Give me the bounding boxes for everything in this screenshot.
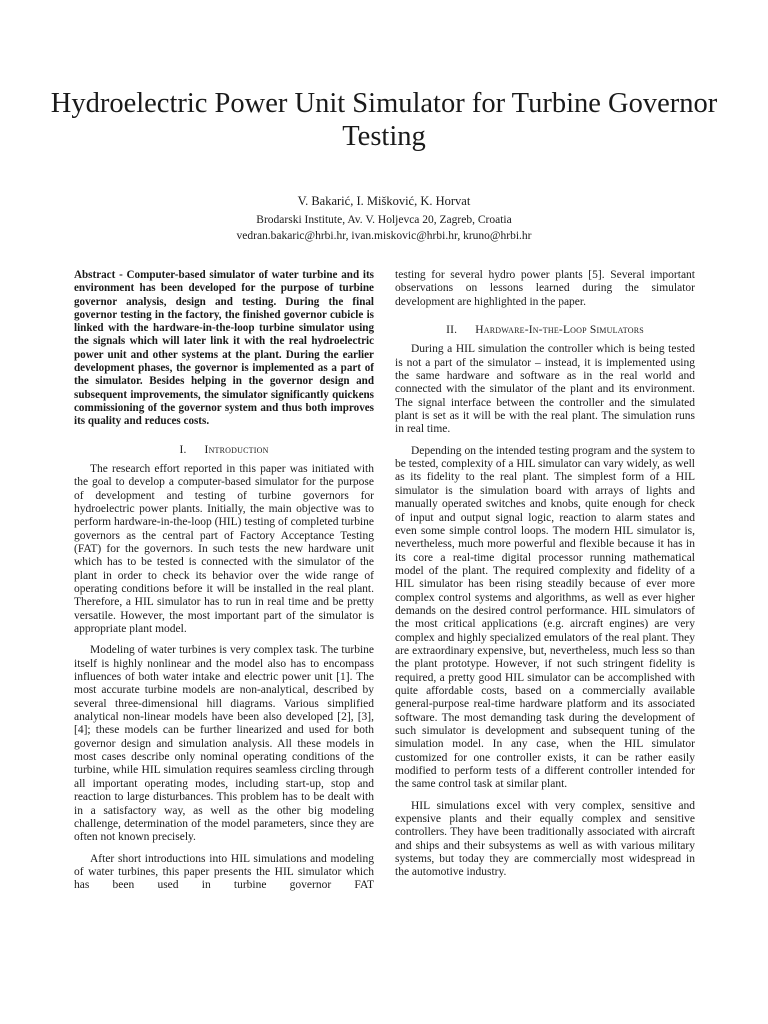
- intro-paragraph: Modeling of water turbines is very complex task. The turbine itself is highly nonlinear and the model also has to encompass influences of both water intake and electric power unit [1]. The most accurate turbine models are non-analytical, described by several three-dimensional hill diagrams. Various simplified analytical non-linear models have been also developed [2], [3], [4]; these models can be further linearized and used for both governor design and simulation analysis. All these models in most cases describe only nominal operating conditions of the turbine, while HIL simulation requires seamless circling through all important operating modes, including start-up, stop and reaction to large disturbances. This problem has to be dealt with in a satisfactory way, as well as the other big modeling challenge, determination of the model parameters, since they are often not known precisely.: [74, 644, 374, 844]
- right-column: [395, 269, 695, 880]
- email-line: vedran.bakaric@hrbi.hr, ivan.miskovic@hrbi.hr, kruno@hrbi.hr: [236, 230, 532, 242]
- intro-paragraph-continued: testing for several hydro power plants [5]. Several important observations on lessons learned during the simulator development are highlighted in the paper.: [395, 269, 695, 308]
- abstract: Abstract - Computer-based simulator of water turbine and its environment has been developed for the purpose of turbine governor analysis, design and testing. During the final governor testing in the factory, the finished governor cubicle is linked with the hardware-in-the-loop turbine simulator using the signals which will later link it with the real hydroelectric power unit and other systems at the plant. During the earlier development phases, the governor is implemented as a part of the simulator. Besides helping in the governor design and subsequent improvements, the simulator significantly quickens commissioning of the governor system and thus both improves its quality and reduces costs.: [74, 269, 374, 428]
- intro-paragraph: The research effort reported in this paper was initiated with the goal to develop a computer-based simulator for the purpose of development and testing of turbine governors for hydroelectric power plants. Initially, the main objective was to perform hardware-in-the-loop (HIL) testing of completed turbine governors as the central part of Factory Acceptance Testing (FAT) for the governors. In such tests the new hardware unit which has to be tested is connected with the simulator of the plant in order to check its behavior over the wide range of operating conditions before it will be installed in the real plant. Therefore, a HIL simulator has to run in real time and be pretty versatile. However, the most important part of the simulator is appropriate plant model.: [74, 462, 374, 636]
- hil-paragraph: Depending on the intended testing program and the system to be tested, complexity of a HIL simulator can vary widely, as well as its fidelity to the real plant. The simplest form of a HIL simulator is the simulation board with arrays of lights and manually operated switches and knobs, quite enough for check of input and output signal logic, reaction to alarm states and even some simple control loops. The modern HIL simulator is, nevertheless, much more powerful and flexible because it has in its core a real-time digital processor running mathematical model of the plant. The required complexity and fidelity of a HIL simulator has been rising steadily because of ever more complex control systems and algorithms, as well as ever higher demands on the desired control performance. HIL simulators of the most critical applications (e.g. aircraft engines) are very complex and highly specialized emulators of the real plant. They are extraordinary expensive, but, nevertheless, much less so than the plant prototype. However, if not such stringent fidelity is required, a pretty good HIL simulator can be accomplished with quite affordable costs, based on a commercially available general-purpose real-time hardware platform and its associated software. The most demanding task during the development of such simulator is development and subsequent tuning of the simulation model. In any case, when the HIL simulator customized for one controller exists, it can be rather easily modified to perform tests of a different controller intended for the same control task at similar plant.: [395, 444, 695, 791]
- left-column: [74, 269, 374, 893]
- section-title: Hardware-In-the-Loop Simulators: [475, 324, 644, 337]
- section-heading-introduction: [74, 444, 374, 457]
- hil-paragraph: HIL simulations excel with very complex, sensitive and expensive plants and their equally complex and sensitive controllers. They have been traditionally associated with aircraft and ships and their subsystems as well as with various military systems, but today they are commercially most widespread in the automotive industry.: [395, 799, 695, 879]
- affiliation-line: Brodarski Institute, Av. V. Holjevca 20, Zagreb, Croatia: [256, 214, 512, 226]
- intro-paragraph: After short introductions into HIL simulations and modeling of water turbines, this paper presents the HIL simulator which has been used in turbine governor FAT: [74, 852, 374, 892]
- section-heading-hil: [395, 324, 695, 337]
- section-number: I.: [179, 443, 187, 456]
- section-title: Introduction: [204, 443, 269, 456]
- hil-paragraph: During a HIL simulation the controller which is being tested is not a part of the simulator – instead, it is implemented using the same hardware and software as in the real world and connected with the simulator of the plant and its environment. The signal interface between the controller and the simulated plant is set as it will be with the real plant. The simulation runs in real time.: [395, 343, 695, 436]
- section-number: II.: [446, 324, 458, 337]
- paper-title: Hydroelectric Power Unit Simulator for Turbine Governor Testing: [50, 88, 718, 152]
- authors-line: V. Bakarić, I. Mišković, K. Horvat: [297, 194, 471, 208]
